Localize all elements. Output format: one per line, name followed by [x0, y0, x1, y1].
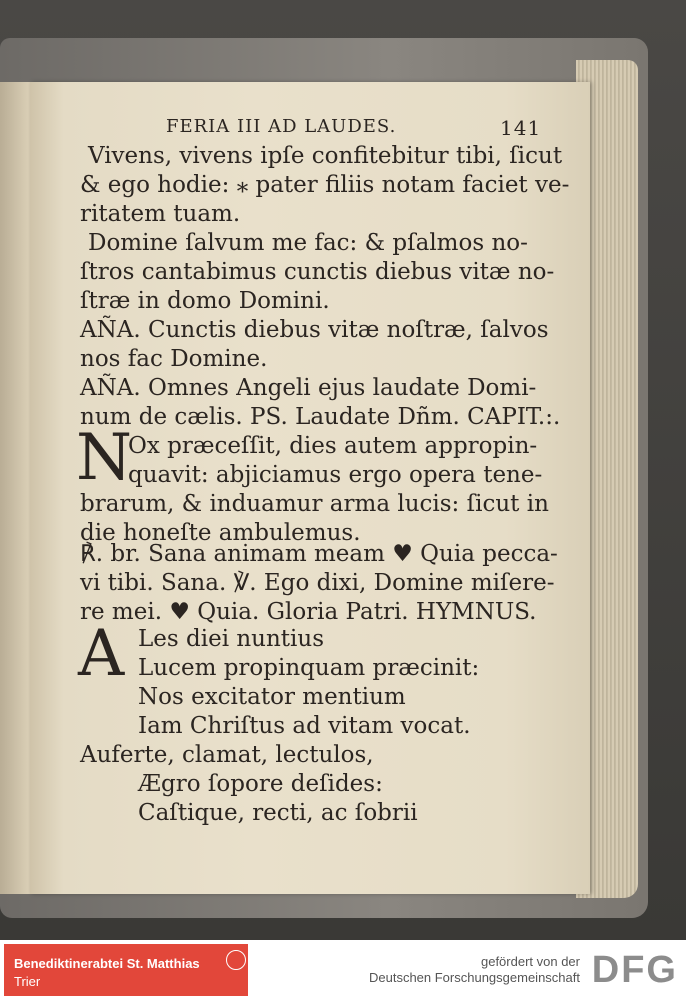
funding-line-2: Deutschen Forschungsgemeinschaft: [368, 970, 580, 985]
chapter-line: quavit: abjiciamus ergo opera tene-: [128, 462, 543, 488]
hymn-line: Auferte, clamat, lectulos,: [80, 742, 374, 768]
funding-note: [369, 954, 580, 986]
funding-line-1: gefördert von der: [480, 954, 580, 969]
responsory-line: re mei. ♥ Quia. Gloria Patri. HYMNUS.: [80, 599, 537, 625]
text-line: Domine ſalvum me fac: & pſalmos no-: [88, 230, 528, 256]
antiphon-line: AÑA. Omnes Angeli ejus laudate Domi-: [80, 375, 537, 401]
text-line: nos fac Domine.: [80, 346, 268, 372]
text-line: & ego hodie: ⁎ pater filiis notam faciet ve-: [80, 172, 570, 198]
text-line: num de cælis. PS. Laudate Dñm. CAPIT.:.: [80, 404, 561, 430]
hymn-line: Iam Chriſtus ad vitam vocat.: [138, 713, 471, 739]
antiphon-line: AÑA. Cunctis diebus vitæ noſtræ, ſalvos: [80, 317, 549, 343]
responsory-line: vi tibi. Sana. ℣. Ego dixi, Domine miſere-: [80, 570, 555, 596]
text-line: ritatem tuam.: [80, 201, 241, 227]
chapter-line: Ox præceſſit, dies autem appropin-: [128, 433, 538, 459]
chapter-line: brarum, & induamur arma lucis: ſicut in: [80, 491, 549, 517]
institution-name: Benediktinerabtei St. Matthias: [14, 956, 200, 971]
drop-cap-n: N: [76, 421, 132, 495]
institution-banner[interactable]: [4, 944, 248, 996]
text-line: ſtræ in domo Domini.: [80, 288, 330, 314]
institution-city: Trier: [14, 974, 41, 989]
chapter-line: die honeſte ambulemus.: [80, 520, 361, 546]
dfg-logo[interactable]: DFG: [591, 949, 678, 991]
text-line: ſtros cantabimus cunctis diebus vitæ no-: [80, 259, 555, 285]
hymn-line: Lucem propinquam præcinit:: [138, 655, 480, 681]
drop-cap-a: A: [78, 617, 125, 691]
hymn-line: Ægro ſopore deſides:: [138, 771, 383, 797]
institution-logo-icon: [226, 950, 246, 970]
running-header: FERIA III AD LAUDES.: [166, 116, 397, 137]
page-number: 141: [500, 116, 542, 140]
hymn-line: Nos excitator mentium: [138, 684, 406, 710]
responsory-line: ℟. br. Sana animam meam ♥ Quia pecca-: [80, 541, 558, 567]
text-line: Vivens, vivens ipſe confitebitur tibi, ſicut: [88, 143, 563, 169]
viewer-footer: [0, 940, 686, 1000]
hymn-line: Caſtique, recti, ac ſobrii: [138, 800, 418, 826]
hymn-line: Les diei nuntius: [138, 626, 325, 652]
